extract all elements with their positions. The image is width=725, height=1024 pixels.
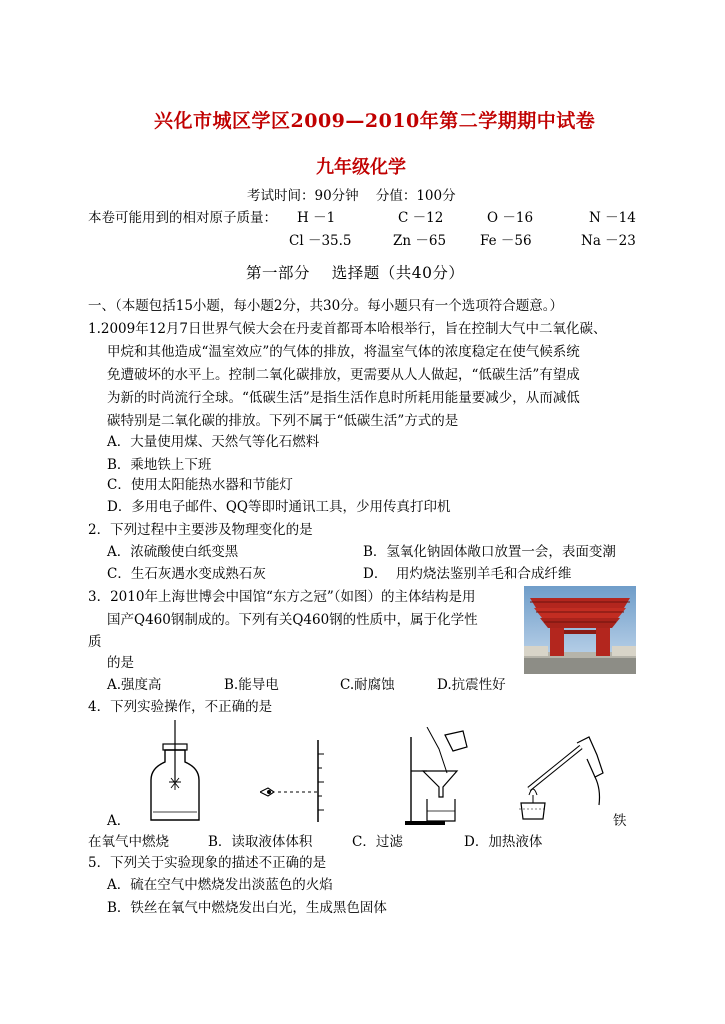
q2-stem: 2．下列过程中主要涉及物理变化的是 xyxy=(88,522,313,538)
exam-info: 考试时间：90分钟 分值：100分 xyxy=(247,188,456,204)
q3-option-b: B.能导电 xyxy=(224,677,279,693)
q4-caption-d: D．加热液体 xyxy=(464,834,543,850)
q1-line-3: 免遭破坏的水平上。控制二氧化碳排放，更需要从人人做起，“低碳生活”有望成 xyxy=(107,367,580,383)
q2-option-c: C．生石灰遇水变成熟石灰 xyxy=(107,566,266,582)
q1-option-c: C．使用太阳能热水器和节能灯 xyxy=(107,477,293,493)
china-pavilion-photo xyxy=(524,586,636,674)
q1-option-d: D．多用电子邮件、QQ等即时通讯工具，少用传真打印机 xyxy=(107,499,451,515)
atomic-mass-n: N －14 xyxy=(589,210,636,226)
section-instruction: 一、（本题包括15小题，每小题2分，共30分。每小题只有一个选项符合题意。） xyxy=(88,298,563,314)
q4-caption-b: B．读取液体体积 xyxy=(208,834,313,850)
q1-line-5: 碳特别是二氧化碳的排放。下列不属于“低碳生活”方式的是 xyxy=(107,413,459,429)
q3-line-3: 质 xyxy=(88,634,102,650)
atomic-mass-label: 本卷可能用到的相对原子质量： xyxy=(88,210,277,226)
q2-option-b: B．氢氧化钠固体敞口放置一会，表面变潮 xyxy=(363,544,616,560)
iron-burning-diagram xyxy=(145,720,205,830)
q3-option-d: D.抗震性好 xyxy=(437,677,506,693)
filtration-diagram xyxy=(405,727,485,827)
q4-stem: 4．下列实验操作，不正确的是 xyxy=(88,699,273,715)
subject-title: 九年级化学 xyxy=(316,157,406,178)
atomic-mass-o: O －16 xyxy=(487,210,534,226)
exam-title: 兴化市城区学区2009—2010年第二学期期中试卷 xyxy=(154,110,596,132)
q5-stem: 5．下列关于实验现象的描述不正确的是 xyxy=(88,855,327,871)
atomic-mass-h: H －1 xyxy=(297,210,336,226)
q1-line-1: 1.2009年12月7日世界气候大会在丹麦首都哥本哈根举行，旨在控制大气中二氧化碳、 xyxy=(88,321,607,337)
atomic-mass-c: C －12 xyxy=(398,210,444,226)
q2-option-d: D． 用灼烧法鉴别羊毛和合成纤维 xyxy=(363,566,572,582)
q1-option-a: A．大量使用煤、天然气等化石燃料 xyxy=(107,434,320,450)
q3-line-1: 3．2010年上海世博会中国馆“东方之冠”（如图）的主体结构是用 xyxy=(88,589,476,605)
q3-line-2: 国产Q460钢制成的。下列有关Q460钢的性质中，属于化学性 xyxy=(107,612,478,628)
q1-line-4: 为新的时尚流行全球。“低碳生活”是指生活作息时所耗用能量要减少，从而减低 xyxy=(107,390,580,406)
heat-liquid-diagram xyxy=(515,733,610,825)
q3-option-a: A.强度高 xyxy=(107,677,162,693)
atomic-mass-cl: Cl －35.5 xyxy=(289,233,352,249)
q4-caption-a: 在氧气中燃烧 xyxy=(88,834,169,850)
q4-option-a-suffix: 铁 xyxy=(613,813,627,829)
q5-option-a: A．硫在空气中燃烧发出淡蓝色的火焰 xyxy=(107,877,333,893)
section-heading: 第一部分 选择题（共40分） xyxy=(246,264,465,282)
atomic-mass-zn: Zn －65 xyxy=(393,233,447,249)
q4-caption-c: C．过滤 xyxy=(352,834,403,850)
q3-option-c: C.耐腐蚀 xyxy=(340,677,395,693)
q1-line-2: 甲烷和其他造成“温室效应”的气体的排放，将温室气体的浓度稳定在使气候系统 xyxy=(107,344,580,360)
q5-option-b: B．铁丝在氧气中燃烧发出白光，生成黑色固体 xyxy=(107,900,387,916)
q2-option-a: A．浓硫酸使白纸变黑 xyxy=(107,544,239,560)
atomic-mass-fe: Fe －56 xyxy=(480,233,532,249)
read-volume-diagram xyxy=(260,740,340,825)
q4-option-a-prefix: A． xyxy=(107,813,131,829)
q1-option-b: B．乘地铁上下班 xyxy=(107,457,212,473)
atomic-mass-na: Na －23 xyxy=(581,233,636,249)
q3-line-4: 的是 xyxy=(107,655,134,671)
